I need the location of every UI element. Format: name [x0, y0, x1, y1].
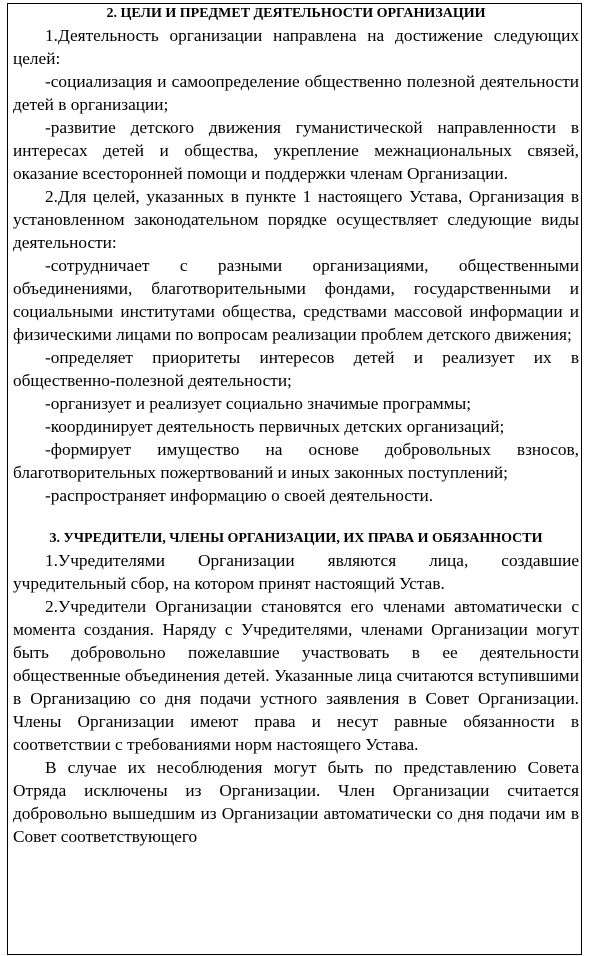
paragraph: -сотрудничает с разными организациями, общественными объединениями, благотворительными фондами, государственными и социальными институтами общества, средствами массовой информации и физическими лицами по вопросам реализации проблем детского движения;	[13, 256, 579, 344]
paragraph: -организует и реализует социально значимые программы;	[45, 394, 471, 413]
section-3-body	[13, 549, 579, 848]
section-2-heading: 2. ЦЕЛИ И ПРЕДМЕТ ДЕЯТЕЛЬНОСТИ ОРГАНИЗАЦИИ	[106, 6, 486, 21]
paragraph: -развитие детского движения гуманистической направленности в интересах детей и общества, укрепление межнациональных связей, оказание всесторонней помощи и поддержки членам Организации.	[13, 118, 579, 183]
paragraph: 2.Для целей, указанных в пункте 1 настоящего Устава, Организация в установленном законодательном порядке осуществляет следующие виды деятельности:	[13, 187, 579, 252]
paragraph: 1.Учредителями Организации являются лица, создавшие учредительный сбор, на котором принят настоящий Устав.	[13, 551, 579, 593]
section-2-body	[13, 24, 579, 507]
paragraph: -определяет приоритеты интересов детей и реализует их в общественно-полезной деятельности;	[13, 348, 579, 390]
document-body	[13, 4, 579, 848]
paragraph: В случае их несоблюдения могут быть по представлению Совета Отряда исключены из Организации. Член Организации считается добровольно вышедшим из Организации автоматически со дня подачи им в Совет соответствующего	[13, 758, 579, 846]
paragraph: 2.Учредители Организации становятся его членами автоматически с момента создания. Наряду с Учредителями, членами Организации могут быть добровольно пожелавшие участвовать в ее деятельности общественные объединения детей. Указанные лица считаются вступившими в Организацию со дня подачи устного заявления в Совет Организации. Члены Организации имеют права и несут равные обязанности в соответствии с требованиями норм настоящего Устава.	[13, 597, 579, 754]
paragraph: -распространяет информацию о своей деятельности.	[45, 486, 434, 505]
section-3-heading: 3. УЧРЕДИТЕЛИ, ЧЛЕНЫ ОРГАНИЗАЦИИ, ИХ ПРАВА И ОБЯЗАННОСТИ	[49, 531, 543, 546]
paragraph: -формирует имущество на основе добровольных взносов, благотворительных пожертвований и иных законных поступлений;	[13, 440, 579, 482]
paragraph: 1.Деятельность организации направлена на достижение следующих целей:	[13, 26, 579, 68]
paragraph: -социализация и самоопределение общественно полезной деятельности детей в организации;	[13, 72, 579, 114]
paragraph: -координирует деятельность первичных детских организаций;	[45, 417, 505, 436]
